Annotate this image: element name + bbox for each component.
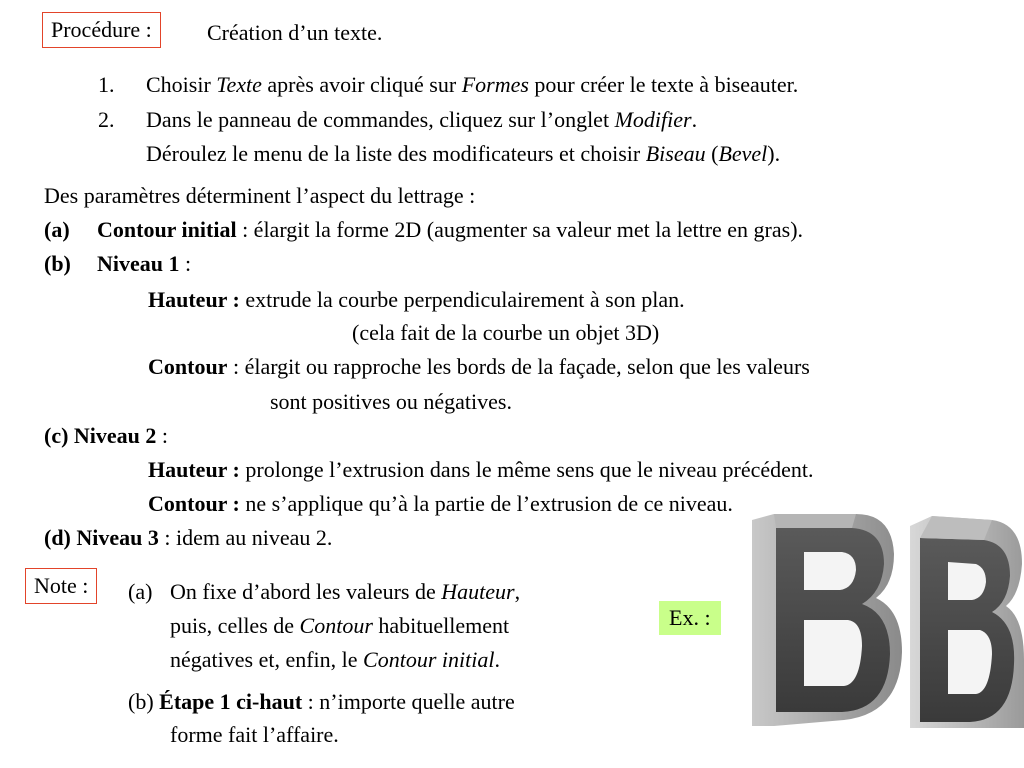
beveled-letters-image (744, 514, 1024, 728)
note-a-label: (a) (128, 579, 153, 604)
param-b-hauteur: Hauteur : extrude la courbe perpendiculairement à son plan. (148, 287, 685, 312)
param-c-hauteur: Hauteur : prolonge l’extrusion dans le même sens que le niveau précédent. (148, 457, 814, 482)
procedure-label: Procédure : (42, 12, 161, 48)
note-label: Note : (25, 568, 97, 604)
param-c-contour: Contour : ne s’applique qu’à la partie de l’extrusion de ce niveau. (148, 491, 733, 516)
param-c: (c) Niveau 2 : (44, 423, 169, 448)
note-b-line-1: (b) Étape 1 ci-haut : n’importe quelle autre (128, 689, 515, 714)
note-a-line-2: puis, celles de Contour habituellement (170, 613, 510, 638)
param-d: (d) Niveau 3 : idem au niveau 2. (44, 525, 333, 550)
step-2-continued: Déroulez le menu de la liste des modificateurs et choisir Biseau (Bevel). (146, 141, 781, 166)
step-1: 1. Choisir Texte après avoir cliqué sur Formes pour créer le texte à biseauter. (98, 72, 799, 97)
note-b-line-2: forme fait l’affaire. (170, 722, 339, 747)
param-a: (a) Contour initial : élargit la forme 2D (augmenter sa valeur met la lettre en gras). (44, 217, 804, 242)
param-b: (b) Niveau 1 : (44, 251, 192, 276)
param-b-hauteur-note: (cela fait de la courbe un objet 3D) (352, 320, 660, 345)
note-a-line-3: négatives et, enfin, le Contour initial. (170, 647, 500, 672)
example-label: Ex. : (659, 601, 721, 635)
param-b-contour-cont: sont positives ou négatives. (270, 389, 512, 414)
note-a-line-1: On fixe d’abord les valeurs de Hauteur, (170, 579, 521, 604)
step-2: 2. Dans le panneau de commandes, cliquez sur l’onglet Modifier. (98, 107, 698, 132)
params-intro: Des paramètres déterminent l’aspect du lettrage : (44, 183, 476, 208)
procedure-title: Création d’un texte. (207, 20, 383, 45)
param-b-contour: Contour : élargit ou rapproche les bords de la façade, selon que les valeurs (148, 354, 810, 379)
